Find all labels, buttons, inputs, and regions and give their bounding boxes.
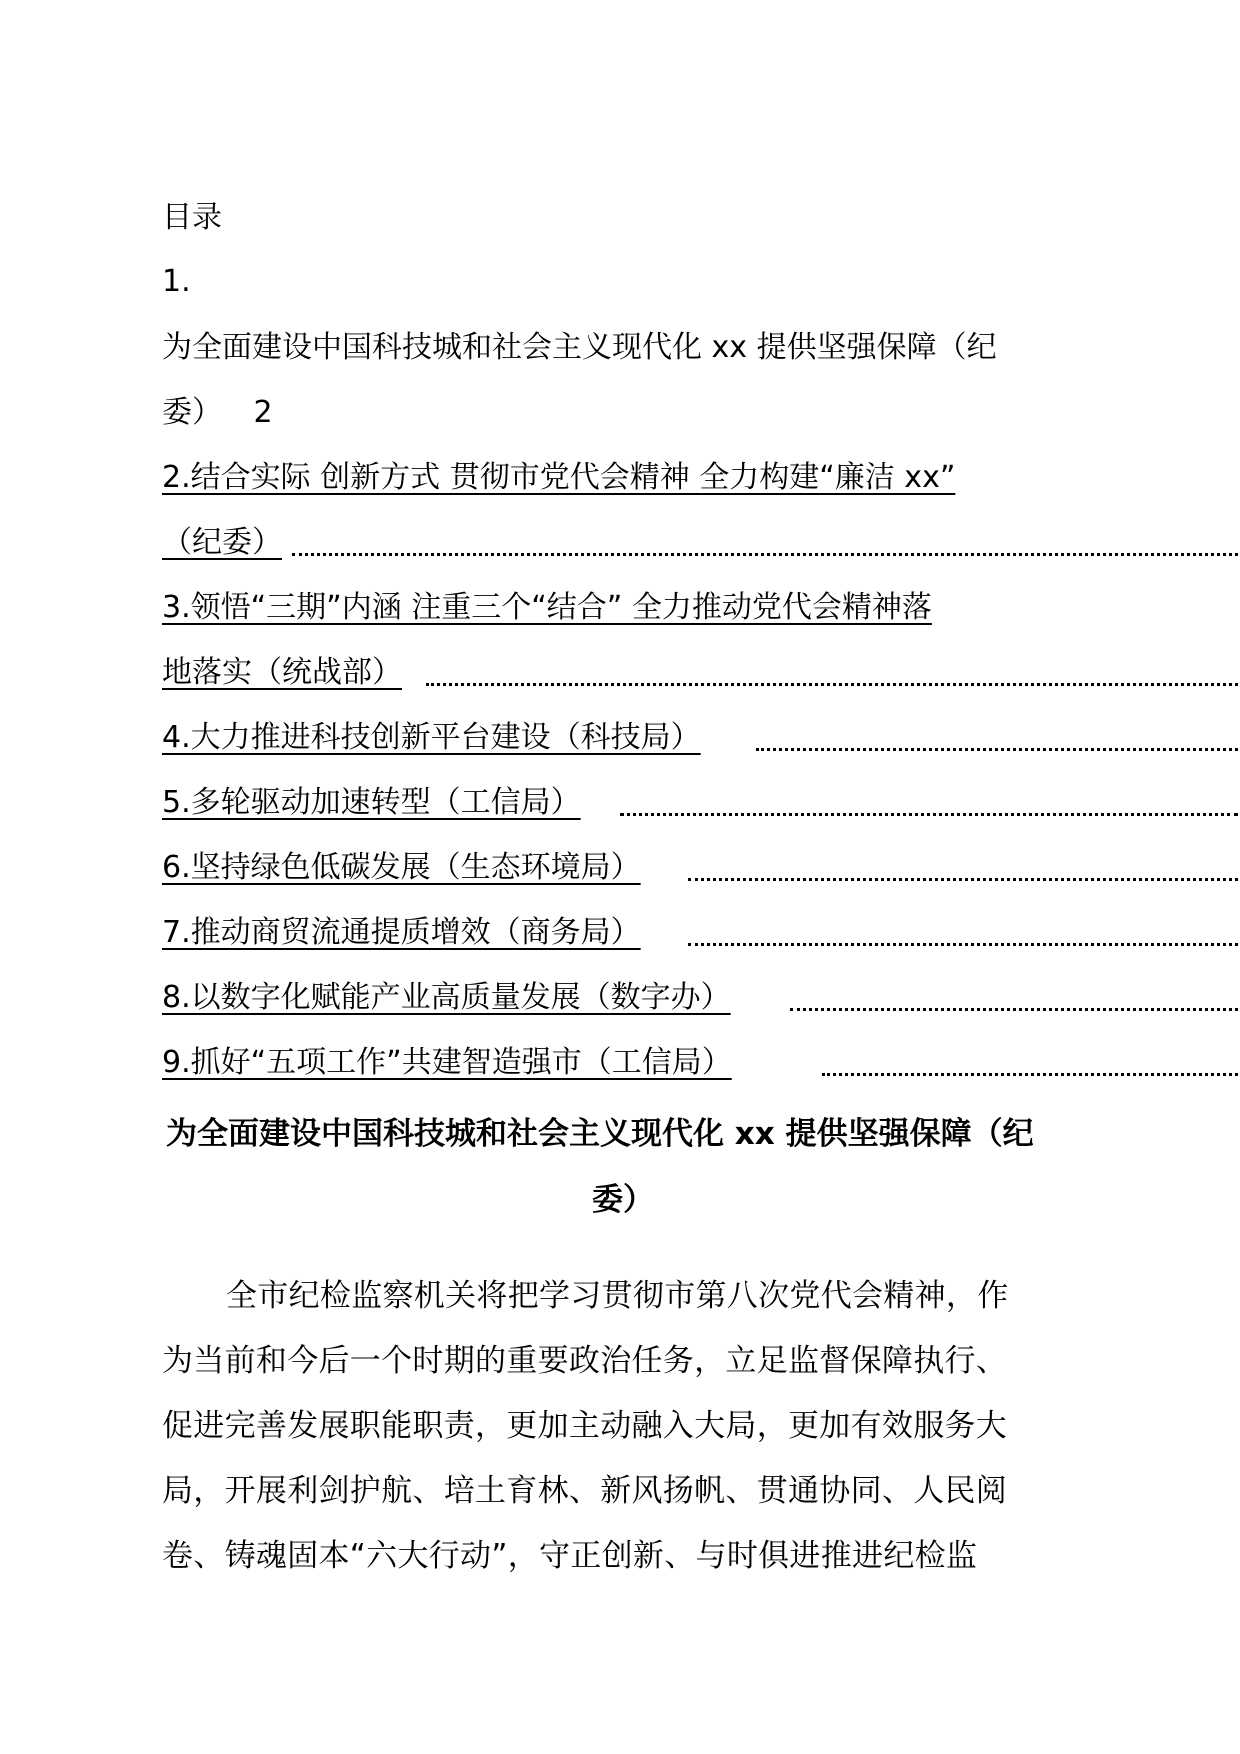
toc-item-1-number: 1.	[162, 264, 191, 299]
toc-item-9[interactable]: 9.抓好“五项工作”共建智造强市（工信局）	[162, 1045, 732, 1080]
toc-item-9-leader-dots	[822, 1071, 1238, 1076]
article-title-line-2: 委）	[592, 1182, 654, 1218]
toc-item-2-leader-dots	[292, 551, 1238, 556]
toc-item-5[interactable]: 5.多轮驱动加速转型（工信局）	[162, 785, 581, 820]
toc-item-1-line-1: 为全面建设中国科技城和社会主义现代化 xx 提供坚强保障（纪	[162, 330, 997, 365]
toc-item-2-line-1[interactable]: 2.结合实际 创新方式 贯彻市党代会精神 全力构建“廉洁 xx”	[162, 460, 956, 495]
article-paragraph-line-5: 卷、铸魂固本“六大行动”，守正创新、与时俱进推进纪检监	[162, 1538, 978, 1574]
toc-item-6-leader-dots	[688, 876, 1238, 881]
toc-item-1-line-2	[162, 393, 273, 433]
toc-item-1-page: 2	[253, 395, 273, 430]
article-title-line-1: 为全面建设中国科技城和社会主义现代化 xx 提供坚强保障（纪	[166, 1116, 1034, 1152]
toc-item-8[interactable]: 8.以数字化赋能产业高质量发展（数字办）	[162, 980, 731, 1015]
toc-item-3-line-2[interactable]: 地落实（统战部）	[162, 655, 402, 690]
toc-item-7-leader-dots	[688, 941, 1238, 946]
toc-title: 目录	[162, 200, 222, 235]
toc-item-5-leader-dots	[620, 811, 1238, 816]
article-paragraph-line-2: 为当前和今后一个时期的重要政治任务，立足监督保障执行、	[162, 1343, 1008, 1379]
toc-item-8-leader-dots	[790, 1006, 1238, 1011]
article-paragraph-line-3: 促进完善发展职能职责，更加主动融入大局，更加有效服务大	[162, 1408, 1008, 1444]
article-paragraph-line-1: 全市纪检监察机关将把学习贯彻市第八次党代会精神，作	[226, 1278, 1009, 1314]
toc-item-4[interactable]: 4.大力推进科技创新平台建设（科技局）	[162, 720, 701, 755]
toc-item-3-leader-dots	[426, 681, 1238, 686]
toc-item-2-line-2[interactable]: （纪委）	[162, 525, 282, 560]
toc-item-6[interactable]: 6.坚持绿色低碳发展（生态环境局）	[162, 850, 641, 885]
toc-item-7[interactable]: 7.推动商贸流通提质增效（商务局）	[162, 915, 641, 950]
toc-item-1-label: 委）	[162, 395, 222, 430]
toc-item-4-leader-dots	[756, 746, 1238, 751]
article-paragraph-line-4: 局，开展利剑护航、培土育林、新风扬帆、贯通协同、人民阅	[162, 1473, 1008, 1509]
toc-item-3-line-1[interactable]: 3.领悟“三期”内涵 注重三个“结合” 全力推动党代会精神落	[162, 590, 932, 625]
